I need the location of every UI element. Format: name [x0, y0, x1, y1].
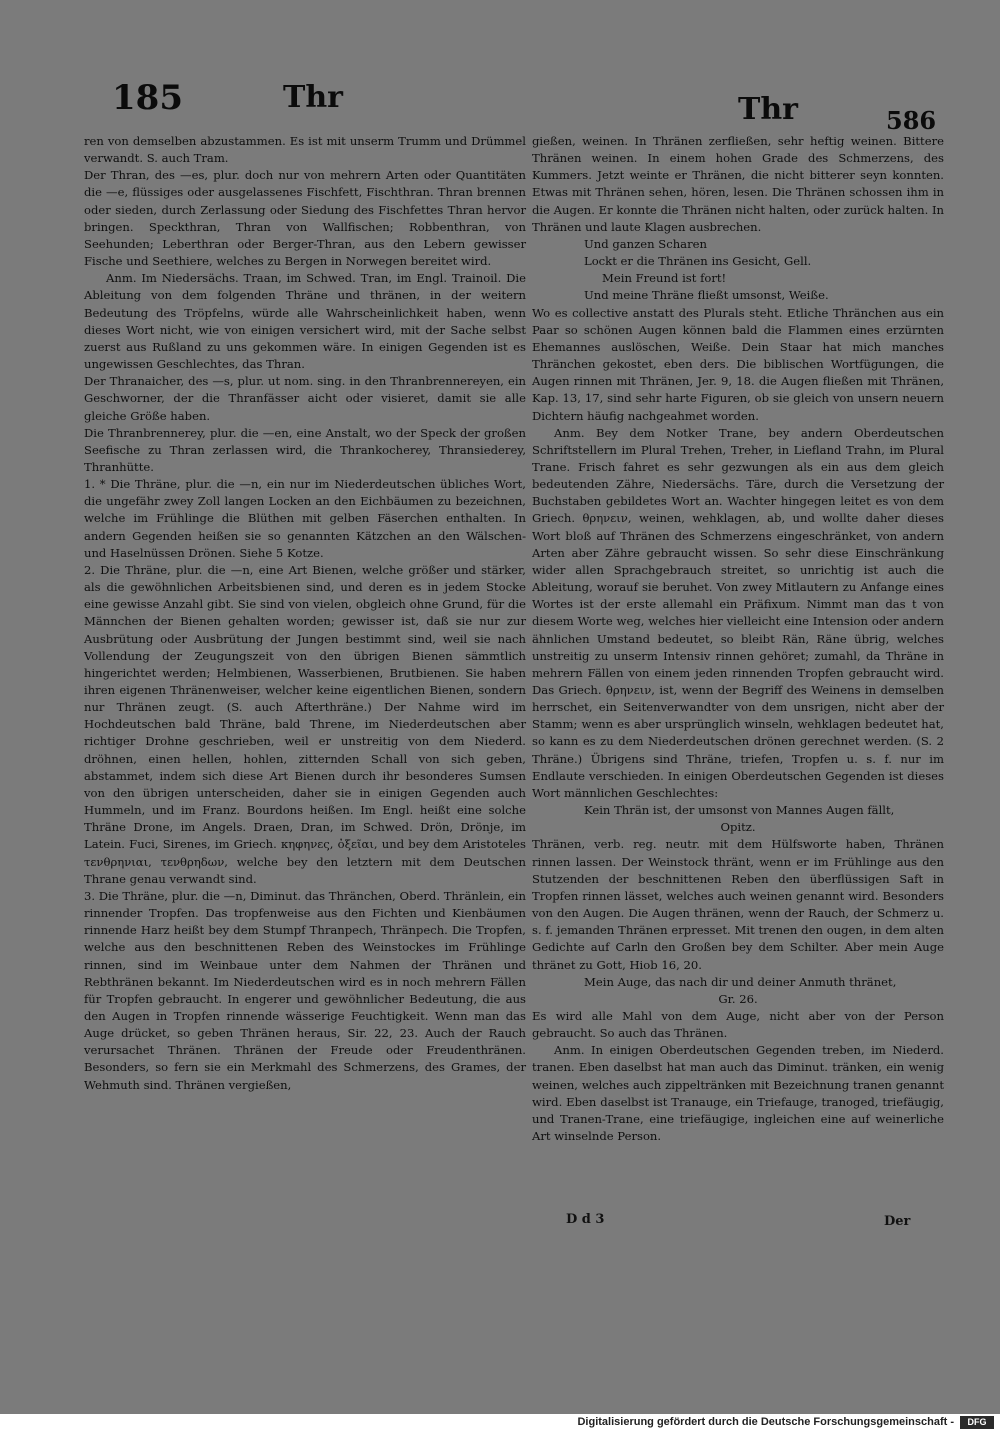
page-number-right: 586 — [886, 106, 937, 135]
paragraph: ren von demselben abzustammen. Es ist mit unserm Trumm und Drümmel verwandt. S. auch Tram. — [84, 134, 526, 166]
annotation: Anm. Im Niedersächs. Traan, im Schwed. Tran, im Engl. Trainoil. Die Ableitung von dem folgenden Thräne und thränen, in der weitern Bedeutung des Tröpfelns, würde alle Wahrscheinlichkeit haben, wenn dieses Wort nicht, wie von einigen versichert wird, mit der Sache selbst zuerst aus Rußland zu uns gekommen wäre. In einigen Gegenden ist es ungewissen Geschlechtes, das Thran. — [84, 271, 526, 372]
entry-thraene-3: 3. Die Thräne, plur. die —n, Diminut. das Thränchen, Oberd. Thränlein, ein rinnender Tropfen. Das tropfenweise aus den Fichten und Kienbäumen rinnende Harz heißt bey dem Stumpf Thranpech, Thränpech. Die Tropfen, welche aus den beschnittenen Reben des Weinstockes im Frühlinge rinnen, sind im Weinbaue unter dem Nahmen der Thränen und Rebthränen bekannt. Im Niederdeutschen wird es in noch mehrern Fällen für Tropfen gebraucht. In engerer und gewöhnlicher Bedeutung, die aus den Augen in Tropfen rinnende wässerige Feuchtigkeit. Wenn man das Auge drücket, so geben Thränen heraus, Sir. 22, 23. Auch der Rauch verursachet Thränen. Thränen der Freude oder Freudenthränen. Besonders, so fern sie ein Merkmahl des Schmerzens, des Grames, der Wehmuth sind. Thränen vergießen, — [84, 888, 526, 1092]
running-head-right: Thr — [738, 92, 798, 127]
dfg-logo-icon: DFG — [960, 1416, 994, 1429]
footer-credit: Digitalisierung gefördert durch die Deutsche Forschungsgemeinschaft - — [577, 1416, 954, 1428]
paragraph: Wo es collective anstatt des Plurals steht. Etliche Thränchen aus ein Paar so schönen Augen können bald die Flammen eines erzürnten Ehemannes auslöschen, Weiße. Dein Staar hat mich manches Thränchen gekostet, eben ders. Die biblischen Wortfügungen, die Augen rinnen mit Thränen, Jer. 9, 18. die Augen fließen mit Thränen, Kap. 13, 17, sind sehr harte Figuren, ob sie gleich von unsern neuern Dichtern häufig nachgeahmet worden. — [532, 305, 944, 423]
entry-thran: Der Thran, des —es, plur. doch nur von mehrern Arten oder Quantitäten die —e, flüssiges oder ausgelassenes Fischfett, Fischthran. Thran brennen oder sieden, durch Zerlassung oder Siedung des Fischfettes Thran hervor bringen. Speckthran, Thran von Wallfischen; Robbenthran, von Seehunden; Leberthran oder Berger-Thran, aus den Lebern gewisser Fische und Seethiere, welches zu Bergen in Norwegen bereitet wird. — [84, 168, 526, 269]
running-head-left: Thr — [283, 80, 343, 115]
entry-thranbrennerey: Die Thranbrennerey, plur. die —en, eine Anstalt, wo der Speck der großen Seefische zu Thran zerlassen wird, die Thrankocherey, Thransiederey, Thranhütte. — [84, 425, 526, 474]
footer-bar — [0, 1414, 1000, 1432]
verse-line: Und ganzen Scharen — [584, 236, 707, 251]
verse-line: Und meine Thräne fließt umsonst, Weiße. — [584, 288, 829, 303]
right-column — [532, 133, 944, 1145]
paragraph: gießen, weinen. In Thränen zerfließen, sehr heftig weinen. Bittere Thränen weinen. In einem hohen Grade des Schmerzens, des Kummers. Jetzt weinte er Thränen, die nicht bitterer seyn konnten. Etwas mit Thränen sehen, hören, lesen. Die Thränen schossen ihm in die Augen. Er konnte die Thränen nicht halten, oder zurück halten. In Thränen und laute Klagen ausbrechen. — [532, 134, 944, 234]
left-column — [84, 133, 526, 1094]
verse-line: Lockt er die Thränen ins Gesicht, Gell. — [584, 254, 812, 269]
entry-thraene-1: 1. * Die Thräne, plur. die —n, ein nur im Niederdeutschen übliches Wort, die ungefähr zwey Zoll langen Locken an den Eichbäumen zu bezeichnen, welche im Frühlinge die Blüthen mit gelben Fäserchen enthalten. In andern Gegenden heißen sie so genannten Kätzchen an den Wälschen- und Haselnüssen Drönen. Siehe 5 Kotze. — [84, 477, 526, 560]
verse-line: Mein Auge, das nach dir und deiner Anmuth thränet, — [584, 974, 897, 989]
entry-thranaicher: Der Thranaicher, des —s, plur. ut nom. sing. in den Thranbrennereyen, ein Geschworner, der die Thranfässer aicht oder visieret, damit sie alle gleiche Größe haben. — [84, 374, 526, 423]
verse-line: Kein Thrän ist, der umsonst von Mannes Augen fällt, — [584, 803, 895, 818]
verse-attribution: Opitz. — [720, 820, 756, 835]
entry-thraene-2: 2. Die Thräne, plur. die —n, eine Art Bienen, welche größer und stärker, als die gewöhnlichen Arbeitsbienen sind, und deren es in jedem Stocke eine gewisse Anzahl gibt. Sie sind von vielen, obgleich ohne Grund, für die Männchen der Bienen gehalten worden; gewisser ist, daß sie nur zur Ausbrütung oder Ausbrütung der Jungen bestimmt sind, weil sie nach Vollendung der Zeugungszeit von den übrigen Bienen sämmtlich hingerichtet werden; Helmbienen, Wasserbienen, Brutbienen. Sie haben ihren eigenen Thränenweiser, welcher keine eigentlichen Bienen, sondern nur Thränen zeugt. (S. auch Afterthräne.) Der Nahme wird im Hochdeutschen bald Thräne, bald Threne, im Niederdeutschen aber richtiger Drohne geschrieben, weil er unstreitig von dem Niederd. dröhnen, einen hellen, hohlen, zitternden Schall von sich geben, abstammet, indem sich diese Art Bienen durch ihr besonderes Sumsen von den übrigen unterscheiden, daher sie in einigen Gegenden auch Hummeln, und im Franz. Bourdons heißen. Im Engl. heißt eine solche Thräne Drone, im Angels. Draen, Dran, im Schwed. Drön, Drönje, im Latein. Fuci, Sirenes, im Griech. κηφηνες, ὀξεῖαι, und bey dem Aristoteles τενθρηνιαι, τενθρηδων, welche bey den letztern mit dem Deutschen Thrane genau verwandt sind. — [84, 562, 526, 886]
verse-line: Mein Freund ist fort! — [602, 271, 727, 286]
signature-mark: D d 3 — [566, 1212, 605, 1227]
annotation: Anm. Bey dem Notker Trane, bey andern Oberdeutschen Schriftstellern im Plural Trehen, Treher, in Liefland Trahn, im Plural Trane. Frisch fahret es sehr gezwungen als ein aus dem gleich bedeutenden Zähre, Niedersächs. Täre, durch die Versetzung der Buchstaben gebildetes Wort an. Wachter hingegen leitet es von dem Griech. θρηνειν, weinen, wehklagen, ab, und wollte daher dieses Wort bloß auf Thränen des Schmerzens eingeschränket, von andern Arten aber Zähre gebraucht wissen. So sehr diese Einschränkung wider allen Sprachgebrauch streitet, so unrichtig ist auch die Ableitung, worauf sie beruhet. Von zwey Mitlautern zu Anfange eines Wortes ist der erste allemahl ein Präfixum. Nimmt man das t von diesem Worte weg, welches hier vielleicht eine Intension oder andern ähnlichen Umstand bedeutet, so bleibt Rän, Räne übrig, welches unstreitig zu unserm Intensiv rinnen gehöret; zumahl, da Thräne in mehrern Fällen von einem jeden rinnenden Tropfen gebraucht wird. Das Griech. θρηνειν, ist, wenn der Begriff des Weinens in demselben herrschet, ein Seitenverwandter von dem unsrigen, nicht aber der Stamm; wenn es aber ursprünglich winseln, wehklagen bedeutet hat, so kann es zu dem Niederdeutschen drönen gerechnet werden. (S. 2 Thräne.) Übrigens sind Thräne, triefen, Tropfen u. s. f. nur im Endlaute verschieden. In einigen Oberdeutschen Gegenden ist dieses Wort männlichen Geschlechtes: — [532, 425, 944, 800]
entry-thraenen: Thränen, verb. reg. neutr. mit dem Hülfsworte haben, Thränen rinnen lassen. Der Weinstock thränt, wenn er im Frühlinge aus den Stutzenden der beschnittenen Reben den überflüssigen Saft in Tropfen rinnen lässet, welches auch weinen genannt wird. Besonders von den Augen. Die Augen thränen, wenn der Rauch, der Schmerz u. s. f. jemanden Thränen erpresset. Mit trenen den ougen, in dem alten Gedichte auf Carln den Großen bey dem Schilter. Aber mein Auge thränet zu Gott, Hiob 16, 20. — [532, 837, 944, 972]
paragraph: Es wird alle Mahl von dem Auge, nicht aber von der Person gebraucht. So auch das Thränen. — [532, 1008, 944, 1041]
verse-attribution: Gr. 26. — [718, 991, 758, 1006]
page-number-left: 185 — [112, 78, 183, 118]
catchword: Der — [884, 1214, 911, 1229]
annotation: Anm. In einigen Oberdeutschen Gegenden treben, im Niederd. tranen. Eben daselbst hat man auch das Diminut. tränken, ein wenig weinen, welches auch zippeltränken mit Bezeichnung tranen genannt wird. Eben daselbst ist Tranauge, ein Triefauge, tranoged, triefäugig, und Tranen-Trane, eine triefäugige, ingleichen eine auf weinerliche Art winselnde Person. — [532, 1043, 944, 1144]
